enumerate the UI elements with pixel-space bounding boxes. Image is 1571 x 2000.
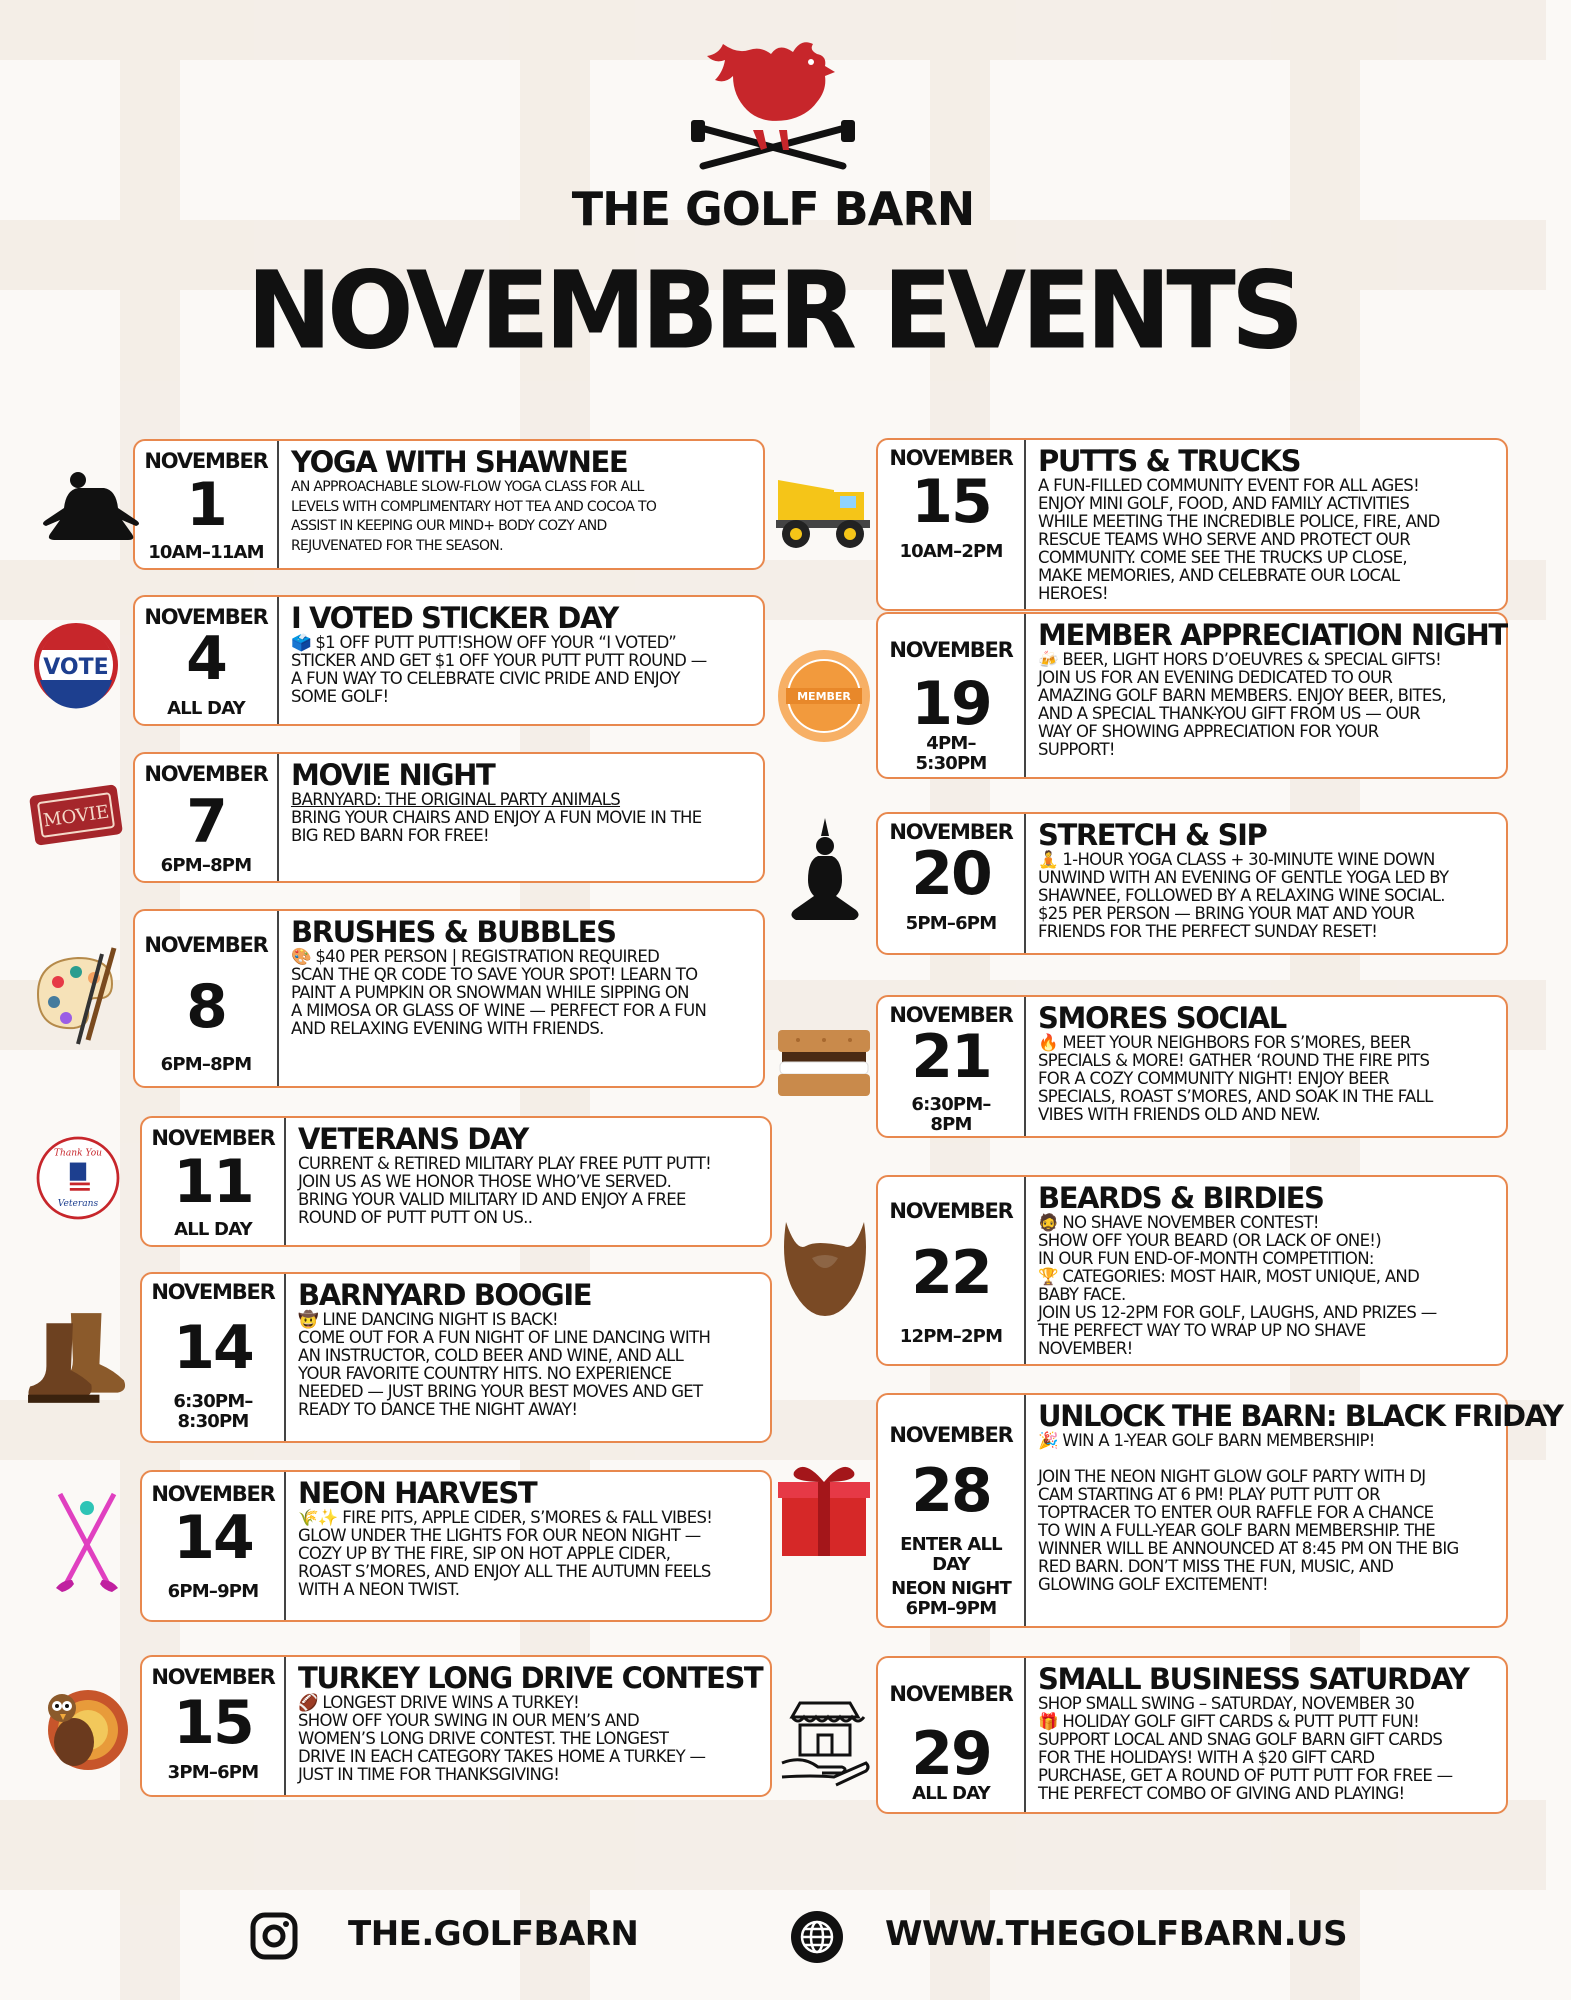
event-date [135,754,279,881]
svg-text:MEMBER: MEMBER [797,690,851,703]
event-details [1026,1658,1506,1812]
event-description-line: REJUVENATED FOR THE SEASON. [291,537,503,554]
event-description-line: 🎉 WIN A 1-YEAR GOLF BARN MEMBERSHIP! [1038,1431,1375,1450]
event-description-line: CAM STARTING AT 6 PM! PLAY PUTT PUTT OR [1038,1485,1380,1504]
event-description-line: SUPPORT! [1038,740,1115,759]
event-title: I VOTED STICKER DAY [291,601,618,635]
event-day: 22 [911,1238,991,1308]
event-time: 6PM–8PM [160,1054,252,1075]
event-description-line: 🌾✨ FIRE PITS, APPLE CIDER, S’MORES & FALL VIBES! [298,1508,713,1527]
event-details [286,1118,770,1245]
event-title: BARNYARD BOOGIE [298,1278,592,1312]
event-time: 6PM–9PM [167,1581,259,1602]
instagram-handle-link[interactable]: THE.GOLFBARN [348,1914,639,1954]
page-title: NOVEMBER EVENTS [246,249,1300,374]
event-card [876,1656,1508,1814]
event-description-line: JOIN THE NEON NIGHT GLOW GOLF PARTY WITH DJ [1038,1467,1426,1486]
event-description-line: RED BARN. DON’T MISS THE FUN, MUSIC, AND [1038,1557,1394,1576]
event-description-line: COZY UP BY THE FIRE, SIP ON HOT APPLE CIDER, [298,1544,671,1563]
event-title: PUTTS & TRUCKS [1038,444,1301,478]
event-card [876,438,1508,611]
event-description-line: A MIMOSA OR GLASS OF WINE — PERFECT FOR A FUN [291,1001,707,1020]
event-description-line: BABY FACE. [1038,1285,1126,1304]
event-day: 1 [186,470,226,540]
event-description-line: YOUR FAVORITE COUNTRY HITS. NO EXPERIENCE [298,1364,672,1383]
event-month: NOVEMBER [144,605,268,629]
event-description-line: DRIVE IN EACH CATEGORY TAKES HOME A TURKEY — [298,1747,706,1766]
event-day: 19 [911,669,991,739]
event-time: 4PM– [926,733,976,754]
beard-icon [782,1218,868,1318]
header [0,0,1546,380]
event-month: NOVEMBER [144,449,268,473]
event-description-line: UNWIND WITH AN EVENING OF GENTLE YOGA LED BY [1038,868,1449,887]
event-details [1026,1395,1571,1626]
event-description-line: 🧘 1-HOUR YOGA CLASS + 30-MINUTE WINE DOWN [1038,850,1435,869]
event-details [1026,997,1506,1136]
event-day: 15 [911,467,991,537]
event-description-line: MAKE MEMORIES, AND CELEBRATE OUR LOCAL [1038,566,1400,585]
event-details [286,1657,770,1795]
movie-ticket-icon [26,778,126,852]
event-day: 15 [173,1688,253,1758]
event-description-line: JOIN US FOR AN EVENING DEDICATED TO OUR [1038,668,1393,687]
event-title: SMALL BUSINESS SATURDAY [1038,1662,1469,1696]
event-card [133,752,765,883]
event-card [876,1175,1508,1366]
event-description-line: THE PERFECT WAY TO WRAP UP NO SHAVE [1038,1321,1366,1340]
event-time: 8:30PM [177,1411,249,1432]
event-description-line: COME OUT FOR A FUN NIGHT OF LINE DANCING WITH [298,1328,711,1347]
event-details [286,1472,770,1620]
event-time: 6:30PM– [173,1391,253,1412]
event-month: NOVEMBER [151,1482,275,1506]
event-date [142,1118,286,1245]
event-description-line: NEEDED — JUST BRING YOUR BEST MOVES AND GET [298,1382,703,1401]
event-title: BEARDS & BIRDIES [1038,1181,1324,1215]
event-day: 28 [911,1456,991,1526]
event-details [1026,1177,1506,1364]
svg-text:Veterans: Veterans [57,1199,99,1210]
event-title: MEMBER APPRECIATION NIGHT [1038,618,1507,652]
event-title: BRUSHES & BUBBLES [291,915,616,949]
dump-truck-icon [774,470,878,552]
svg-text:VOTE: VOTE [43,655,109,680]
event-description-line: AN APPROACHABLE SLOW-FLOW YOGA CLASS FOR ALL [291,479,644,495]
event-day: 29 [911,1719,991,1789]
event-title: MOVIE NIGHT [291,758,495,792]
event-time: 6PM–8PM [160,855,252,876]
event-description-line: 🎁 HOLIDAY GOLF GIFT CARDS & PUTT PUTT FUN! [1038,1712,1420,1731]
event-date [878,1395,1026,1626]
event-description-line: LEVELS WITH COMPLIMENTARY HOT TEA AND COCOA TO [291,498,657,515]
event-date [878,997,1026,1136]
event-description-line: COMMUNITY. COME SEE THE TRUCKS UP CLOSE, [1038,548,1407,567]
event-description-line: 🍻 BEER, LIGHT HORS D’OEUVRES & SPECIAL GIFTS! [1038,650,1441,669]
event-description-line: SUPPORT LOCAL AND SNAG GOLF BARN GIFT CARDS [1038,1730,1443,1749]
event-description-line: FOR THE HOLIDAYS! WITH A $20 GIFT CARD [1038,1748,1375,1767]
event-month: NOVEMBER [889,638,1013,662]
event-time: ALL DAY [167,698,245,719]
event-details [1026,614,1515,777]
event-card [133,909,765,1088]
event-details [279,441,763,568]
event-time: ALL DAY [174,1219,252,1240]
event-description-line: SHOP SMALL SWING – SATURDAY, NOVEMBER 30 [1038,1694,1415,1713]
event-description-line: SCAN THE QR CODE TO SAVE YOUR SPOT! LEARN TO [291,965,698,984]
event-date [135,911,279,1086]
event-description-line: A FUN WAY TO CELEBRATE CIVIC PRIDE AND ENJOY [291,669,680,688]
event-description-line: CURRENT & RETIRED MILITARY PLAY FREE PUTT PUTT! [298,1154,712,1173]
event-description-line: 🤠 LINE DANCING NIGHT IS BACK! [298,1310,558,1329]
event-description-line: FOR A COZY COMMUNITY NIGHT! ENJOY BEER [1038,1069,1389,1088]
event-description-line: JOIN US 12-2PM FOR GOLF, LAUGHS, AND PRIZES — [1038,1303,1437,1322]
event-description-line: WHILE MEETING THE INCREDIBLE POLICE, FIRE, AND [1038,512,1440,531]
event-date [878,614,1026,777]
turkey-icon [30,1680,134,1780]
storefront-icon [780,1695,870,1783]
event-description-line: SOME GOLF! [291,687,389,706]
event-card [876,612,1508,779]
veterans-badge-icon [28,1128,128,1228]
event-time: 10AM–11AM [148,542,264,563]
event-description-line: WOMEN’S LONG DRIVE CONTEST. THE LONGEST [298,1729,669,1748]
event-date [878,814,1026,953]
event-description-line: 🔥 MEET YOUR NEIGHBORS FOR S’MORES, BEER [1038,1033,1411,1052]
event-description-line: SHOW OFF YOUR SWING IN OUR MEN’S AND [298,1711,639,1730]
event-time: DAY [932,1554,970,1575]
event-time: 8PM [930,1114,972,1135]
event-time: 6PM–9PM [905,1598,997,1619]
event-month: NOVEMBER [889,1199,1013,1223]
event-day: 8 [186,972,226,1042]
event-time: 3PM–6PM [167,1762,259,1783]
event-day: 21 [911,1022,991,1092]
event-day: 14 [173,1313,253,1383]
event-title: YOGA WITH SHAWNEE [291,445,628,479]
golf-clubs-icon [46,1488,128,1598]
yoga-pose-icon [788,818,862,942]
event-description-line: STICKER AND GET $1 OFF YOUR PUTT PUTT ROUND — [291,651,707,670]
event-card [140,1272,772,1443]
event-description-line: TO WIN A FULL-YEAR GOLF BARN MEMBERSHIP. THE [1038,1521,1435,1540]
event-date [142,1472,286,1620]
event-description-line: 🧔 NO SHAVE NOVEMBER CONTEST! [1038,1213,1319,1232]
event-description-line: HEROES! [1038,584,1108,603]
event-description-line: 🏈 LONGEST DRIVE WINS A TURKEY! [298,1693,580,1712]
event-description-line: BARNYARD: THE ORIGINAL PARTY ANIMALS [291,790,621,809]
event-date [878,1658,1026,1812]
event-description-line: JUST IN TIME FOR THANKSGIVING! [298,1765,560,1784]
event-description-line: BIG RED BARN FOR FREE! [291,826,489,845]
event-card [140,1470,772,1622]
event-description-line: ROAST S’MORES, AND ENJOY ALL THE AUTUMN FEELS [298,1562,711,1581]
event-description-line: 🎨 $40 PER PERSON | REGISTRATION REQUIRED [291,947,660,966]
gift-box-icon [776,1456,872,1560]
event-description-line: GLOW UNDER THE LIGHTS FOR OUR NEON NIGHT — [298,1526,701,1545]
event-title: NEON HARVEST [298,1476,537,1510]
svg-text:MOVIE: MOVIE [42,801,111,832]
event-date [135,441,279,568]
event-description-line: PAINT A PUMPKIN OR SNOWMAN WHILE SIPPING ON [291,983,689,1002]
event-description-line: WINNER WILL BE ANNOUNCED AT 8:45 PM ON THE BIG [1038,1539,1459,1558]
event-day: 4 [186,624,226,694]
event-description-line [1038,1450,1563,1468]
event-description-line: ASSIST IN KEEPING OUR MIND+ BODY COZY AND [291,518,607,534]
event-time: 6:30PM– [911,1094,991,1115]
event-month: NOVEMBER [151,1665,275,1689]
event-time: 12PM–2PM [899,1326,1003,1347]
event-date [142,1274,286,1441]
event-description-line: GLOWING GOLF EXCITEMENT! [1038,1575,1268,1594]
event-time: NEON NIGHT [891,1578,1011,1599]
event-description-line: BRING YOUR VALID MILITARY ID AND ENJOY A FREE [298,1190,686,1209]
event-description-line: AMAZING GOLF BARN MEMBERS. ENJOY BEER, BITES, [1038,686,1446,705]
event-card [876,995,1508,1138]
event-date [878,440,1026,609]
event-details [279,597,763,724]
event-day: 7 [186,787,226,857]
event-description-line: 🏆 CATEGORIES: MOST HAIR, MOST UNIQUE, AND [1038,1267,1420,1286]
event-description-line: SHAWNEE, FOLLOWED BY A RELAXING WINE SOCIAL. [1038,886,1445,905]
event-month: NOVEMBER [889,1682,1013,1706]
cowboy-boots-icon [26,1300,128,1420]
globe-icon[interactable] [790,1910,844,1964]
event-month: NOVEMBER [151,1126,275,1150]
event-description-line: AN INSTRUCTOR, COLD BEER AND WINE, AND ALL [298,1346,684,1365]
event-description-line: ENJOY MINI GOLF, FOOD, AND FAMILY ACTIVITIES [1038,494,1410,513]
event-month: NOVEMBER [144,762,268,786]
event-time: 5PM–6PM [905,913,997,934]
svg-text:Thank You: Thank You [53,1148,103,1159]
event-card [133,439,765,570]
event-description-line: THE PERFECT COMBO OF GIVING AND PLAYING! [1038,1784,1405,1803]
event-month: NOVEMBER [889,1423,1013,1447]
event-month: NOVEMBER [144,933,268,957]
event-details [1026,814,1506,953]
member-badge-icon [776,648,872,744]
event-description-line: NOVEMBER! [1038,1339,1133,1358]
event-description-line: WITH A NEON TWIST. [298,1580,460,1599]
event-title: UNLOCK THE BARN: BLACK FRIDAY [1038,1399,1563,1433]
event-details [286,1274,770,1441]
event-month: NOVEMBER [889,1003,1013,1027]
event-title: TURKEY LONG DRIVE CONTEST [298,1661,763,1695]
event-day: 11 [173,1147,253,1217]
event-description-line: ROUND OF PUTT PUTT ON US.. [298,1208,533,1227]
event-details [279,911,763,1086]
vote-icon [30,622,122,708]
event-time: ALL DAY [912,1783,990,1804]
event-description-line: PURCHASE, GET A ROUND OF PUTT PUTT FOR FREE — [1038,1766,1453,1785]
event-description-line: SPECIALS & MORE! GATHER ‘ROUND THE FIRE PITS [1038,1051,1430,1070]
event-month: NOVEMBER [889,820,1013,844]
event-day: 20 [911,839,991,909]
event-description-line: RESCUE TEAMS WHO SERVE AND PROTECT OUR [1038,530,1411,549]
event-details [1026,440,1506,609]
event-details [279,754,763,881]
event-card [133,595,765,726]
event-description-line: 🗳️ $1 OFF PUTT PUTT!SHOW OFF YOUR “I VOTED” [291,633,677,652]
meditation-icon [32,470,124,550]
event-description-line: AND RELAXING EVENING WITH FRIENDS. [291,1019,604,1038]
event-description-line: WAY OF SHOWING APPRECIATION FOR YOUR [1038,722,1379,741]
event-date [142,1657,286,1795]
event-description-line: FRIENDS FOR THE PERFECT SUNDAY RESET! [1038,922,1378,941]
event-date [878,1177,1026,1364]
event-description-line: SHOW OFF YOUR BEARD (OR LACK OF ONE!) [1038,1231,1381,1250]
smores-icon [774,1022,874,1104]
event-description-line: JOIN US AS WE HONOR THOSE WHO’VE SERVED. [298,1172,672,1191]
event-time: 5:30PM [915,753,987,774]
event-description-line: SPECIALS, ROAST S’MORES, AND SOAK IN THE FALL [1038,1087,1433,1106]
event-title: SMORES SOCIAL [1038,1001,1286,1035]
event-card [876,1393,1563,1628]
event-title: VETERANS DAY [298,1122,528,1156]
website-link[interactable]: WWW.THEGOLFBARN.US [885,1914,1348,1954]
rooster-golf-logo [683,38,863,173]
instagram-icon[interactable] [250,1912,298,1960]
event-day: 14 [173,1503,253,1573]
event-description-line: READY TO DANCE THE NIGHT AWAY! [298,1400,578,1419]
footer [0,1900,1546,1970]
event-description-line: TOPTRACER TO ENTER OUR RAFFLE FOR A CHANCE [1038,1503,1434,1522]
event-card [140,1116,772,1247]
brand-name: THE GOLF BARN [571,182,975,236]
event-time: 10AM–2PM [899,541,1003,562]
event-date [135,597,279,724]
event-description-line: AND A SPECIAL THANK-YOU GIFT FROM US — OUR [1038,704,1421,723]
event-card [140,1655,772,1797]
event-description-line: BRING YOUR CHAIRS AND ENJOY A FUN MOVIE IN THE [291,808,702,827]
paint-palette-icon [28,944,122,1054]
event-description-line: $25 PER PERSON — BRING YOUR MAT AND YOUR [1038,904,1415,923]
event-description-line: IN OUR FUN END-OF-MONTH COMPETITION: [1038,1249,1374,1268]
event-month: NOVEMBER [151,1280,275,1304]
event-description-line: A FUN-FILLED COMMUNITY EVENT FOR ALL AGES! [1038,476,1419,495]
event-month: NOVEMBER [889,446,1013,470]
event-time: ENTER ALL [900,1534,1002,1555]
event-description-line: VIBES WITH FRIENDS OLD AND NEW. [1038,1105,1320,1124]
event-card [876,812,1508,955]
event-title: STRETCH & SIP [1038,818,1267,852]
